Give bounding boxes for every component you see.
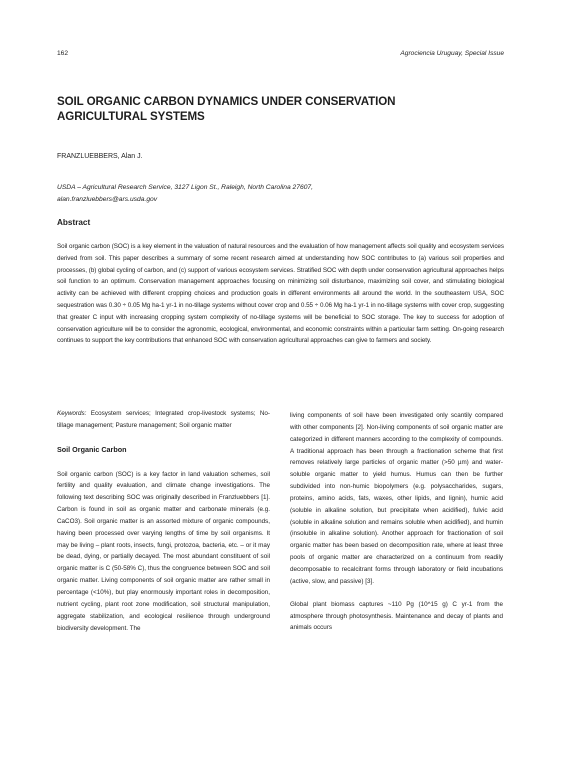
author-affiliation: USDA – Agricultural Research Service, 3127 Ligon St., Raleigh, North Carolina 27607, alan.franzluebbers@ars.usda.gov xyxy=(57,184,313,203)
left-column xyxy=(57,408,270,634)
abstract-heading: Abstract xyxy=(57,218,91,227)
running-header xyxy=(57,50,504,60)
journal-name: Agrociencia Uruguay, Special Issue xyxy=(400,50,504,57)
page-number: 162 xyxy=(57,50,69,57)
keywords xyxy=(57,408,270,432)
body-paragraph: Global plant biomass captures ~110 Pg (10^15 g) C yr-1 from the atmosphere through photosynthesis. Maintenance and decay of plants and animals occurs xyxy=(290,600,503,632)
body-paragraph: living components of soil have been investigated only scantily compared with other components [2]. Non-living components of soil organic matter are categorized in different manners according to the complexity of compounds. A traditional approach has been through a fractionation scheme that first removes relatively large particles of organic matter (>50 µm) and water-soluble organic matter to yield humus. Humus can then be further subdivided into non-humic biopolymers (e.g. polysaccharides, sugars, proteins, amino acids, fats, waxes, other lipids, and lignin), humic acid (soluble in alkaline solution, but precipitate when acidified), fulvic acid (soluble in alkaline solution and remains soluble when acidified), and humin (insoluble in alkaline solution). Another approach for fractionation of soil organic matter has been based on decomposition rate, where at least three pools of organic matter are characterized on a continuum from readily decomposable to recalcitrant forms through laboratory or field incubations (active, slow, and passive) [3]. xyxy=(290,412,503,585)
author-name: FRANZLUEBBERS, Alan J. xyxy=(57,153,143,160)
keywords-label: Keywords: xyxy=(57,410,87,417)
right-column xyxy=(290,410,503,634)
keywords-text: Ecosystem services; Integrated crop-livestock systems; No-tillage management; Pasture management; Soil organic matter xyxy=(57,410,270,429)
section-heading: Soil Organic Carbon xyxy=(57,444,127,454)
paper-title: SOIL ORGANIC CARBON DYNAMICS UNDER CONSERVATION AGRICULTURAL SYSTEMS xyxy=(57,95,396,123)
abstract-text: Soil organic carbon (SOC) is a key element in the valuation of natural resources and the evaluation of how management affects soil quality and ecosystem services derived from soil. This paper describes a summary of some recent research aimed at understanding how SOC contributes to (a) various soil properties and processes, (b) global cycling of carbon, and (c) support of various ecosystem services. Stratified SOC with depth under conservation agricultural approaches helps soil function to an optimum. Conservation management approaches focusing on minimizing soil disturbance, maximizing soil cover, and stimulating biological activity can be achieved with different cropping choices and production goals in different environments all around the world. In the southeastern USA, SOC sequestration was 0.30 ÷ 0.05 Mg ha-1 yr-1 in no-tillage systems without cover crop and 0.55 ÷ 0.06 Mg ha-1 yr-1 in no-tillage systems with cover crop, suggesting that greater C input with increasing cropping system complexity of no-tillage systems will be beneficial to SOC storage. The key to success for adoption of conservation agriculture will be to consider the agronomic, ecological, environmental, and economic constraints within a particular farm setting. On-going research continues to support the key contributions that enhanced SOC with conservation agricultural approaches can give to farmers and society. xyxy=(57,243,504,345)
body-paragraph: Soil organic carbon (SOC) is a key factor in land valuation schemes, soil fertility and quality evaluation, and climate change investigations. The following text describing SOC was originally described in Franzluebbers [1]. Carbon is found in soil as organic matter and carbonate minerals (e.g. CaCO3). Soil organic matter is an assorted mixture of organic compounds, having been processed over varying lengths of time by soil organisms. It may be living – plant roots, insects, fungi, protozoa, bacteria, etc. – or it may be dead, dying, or partially decayed. The most abundant constituent of soil organic matter is C (50-58% C), thus the congruence between SOC and soil organic matter. Living components of soil organic matter are rather small in percentage (<10%), but play enormously important roles in decomposition, nutrient cycling, plant root zone modification, soil structural manipulation, aggregate stabilization, and ecological resilience through underground biodiversity development. The xyxy=(57,470,270,632)
